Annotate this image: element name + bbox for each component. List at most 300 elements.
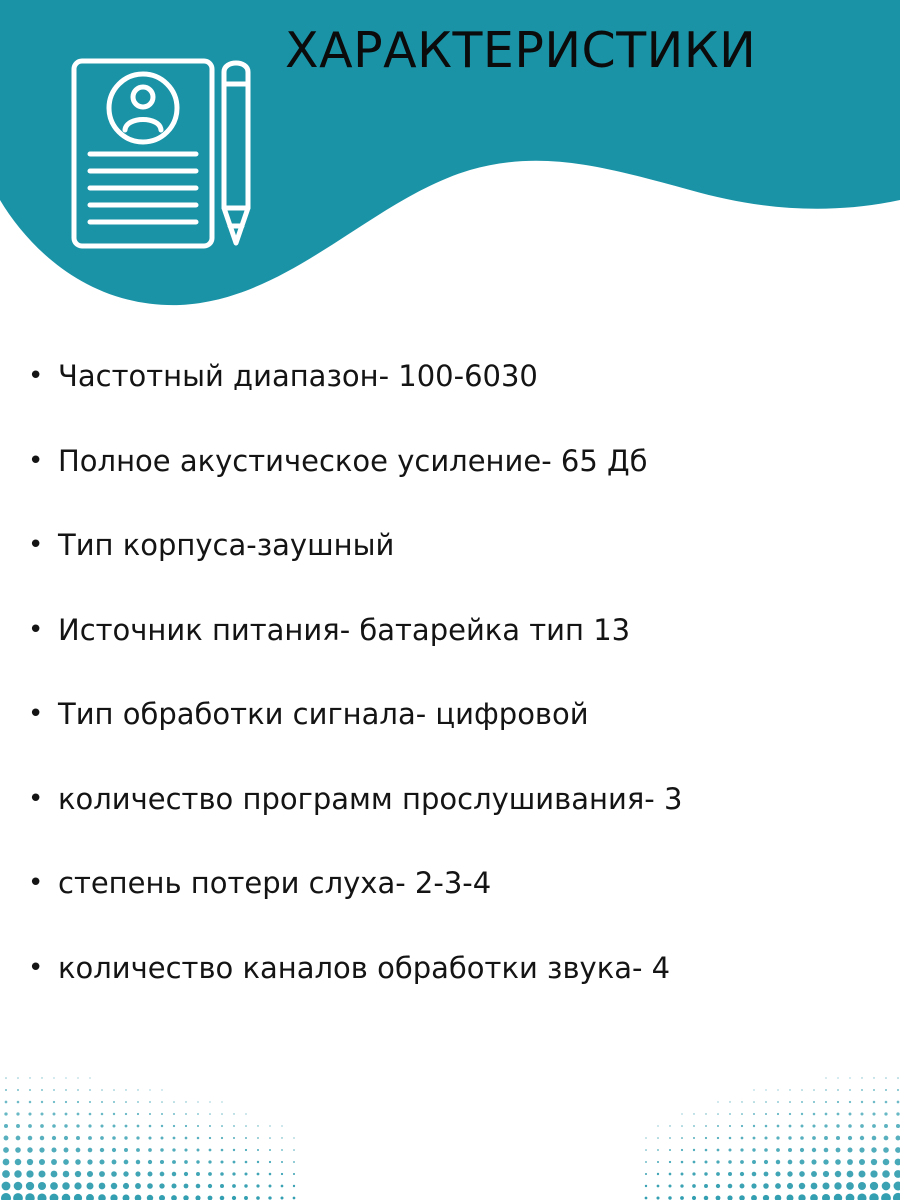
halftone-dot [113,1125,116,1128]
halftone-dot [668,1196,671,1199]
halftone-dot [244,1184,247,1187]
halftone-dot [657,1173,659,1175]
halftone-dot [137,1101,139,1103]
halftone-dot [872,1124,876,1128]
halftone-dot [220,1184,224,1188]
halftone-dot [871,1147,876,1152]
halftone-dot [137,1089,138,1090]
spec-label: Тип корпуса [58,528,247,562]
halftone-dot [728,1172,732,1176]
halftone-dot [716,1184,720,1188]
halftone-dot [885,1101,888,1104]
halftone-dot [837,1113,840,1116]
halftone-dot [704,1196,708,1200]
halftone-dot [859,1171,866,1178]
halftone-dot [741,1125,743,1127]
halftone-dot [173,1137,176,1140]
halftone-dot [281,1149,283,1151]
halftone-dot [269,1125,270,1126]
halftone-dot [76,1124,79,1127]
halftone-dot [149,1101,151,1103]
halftone-dot [62,1194,71,1200]
halftone-dot [717,1113,719,1115]
halftone-dot [799,1183,805,1189]
halftone-dot [124,1160,129,1165]
halftone-dot [668,1184,671,1187]
halftone-dot [195,1195,200,1200]
halftone-dot [789,1125,792,1128]
halftone-dot [232,1184,236,1188]
halftone-dot [161,1113,163,1115]
halftone-dot [645,1161,647,1163]
halftone-dot [896,1136,900,1141]
halftone-dot [196,1184,201,1189]
halftone-dot [812,1148,816,1152]
halftone-dot [245,1149,247,1151]
halftone-dot [765,1101,767,1103]
halftone-dot [41,1101,43,1103]
halftone-dot [233,1137,235,1139]
halftone-dot [836,1148,841,1153]
halftone-dot [172,1148,175,1151]
halftone-dot [837,1089,839,1091]
halftone-dot [692,1172,695,1175]
halftone-dot [693,1161,696,1164]
halftone-dot [884,1112,887,1115]
halftone-dot [185,1101,186,1102]
halftone-dot [101,1101,103,1103]
halftone-dot [704,1172,707,1175]
halftone-dot [245,1137,247,1139]
halftone-dot [740,1148,743,1151]
halftone-dot [693,1137,695,1139]
halftone-dot [13,1193,23,1200]
halftone-dot [764,1136,767,1139]
halftone-dot [810,1194,818,1200]
halftone-dot [123,1195,130,1200]
halftone-dot [824,1148,829,1153]
halftone-dot [87,1171,93,1177]
halftone-dot [233,1125,235,1127]
halftone-dot [861,1101,863,1103]
halftone-dot [752,1172,757,1177]
halftone-dot [185,1137,188,1140]
pencil-icon [224,63,248,243]
halftone-dot [753,1101,755,1103]
halftone-dot [848,1136,852,1140]
halftone-dot [172,1172,176,1176]
halftone-dot [244,1196,248,1200]
halftone-dot [53,1089,55,1091]
halftone-dot [17,1077,19,1079]
halftone-dot [871,1159,877,1165]
halftone-dot [161,1125,163,1127]
halftone-dot [99,1183,106,1190]
halftone-dot [801,1089,803,1091]
halftone-dot [764,1160,768,1164]
halftone-dot [846,1182,854,1190]
halftone-dot [281,1161,283,1163]
halftone-dot [269,1173,272,1176]
halftone-dot [872,1112,875,1115]
halftone-dot [5,1101,8,1104]
halftone-dot [3,1147,9,1153]
halftone-dot [233,1113,234,1114]
halftone-dot [76,1148,81,1153]
halftone-dot [885,1077,887,1079]
halftone-dot [171,1183,176,1188]
halftone-dot [14,1182,23,1191]
halftone-dot [77,1113,80,1116]
halftone-dot [873,1101,876,1104]
halftone-dot [197,1149,200,1152]
halftone-dot [123,1171,128,1176]
halftone-dot [256,1184,259,1187]
halftone-dot [824,1124,827,1127]
halftone-dot [39,1159,45,1165]
spec-value: - 4 [631,950,671,985]
halftone-dot [705,1137,707,1139]
halftone-dot [233,1149,235,1151]
halftone-dot [100,1124,103,1127]
halftone-dot [173,1125,175,1127]
halftone-dot [645,1185,647,1187]
halftone-dot [837,1077,838,1078]
halftone-dot [41,1077,42,1078]
halftone-dot [64,1124,67,1127]
halftone-dot [858,1182,866,1190]
spec-label: Частотный диапазон [58,359,379,393]
halftone-dot [705,1161,708,1164]
halftone-dot [751,1183,756,1188]
halftone-dot [112,1136,116,1140]
halftone-dot [753,1089,754,1090]
halftone-dot [136,1136,139,1139]
halftone-dot [822,1182,829,1189]
spec-value: - 3 [644,781,683,816]
halftone-dot [29,1077,30,1078]
halftone-dot [293,1173,295,1175]
halftone-dot [895,1147,900,1153]
halftone-dot [693,1149,695,1151]
halftone-dot [873,1089,875,1091]
halftone-dot [729,1149,732,1152]
resume-document-with-pencil-icon [60,50,270,265]
halftone-dot [74,1182,81,1189]
halftone-dot [149,1125,152,1128]
halftone-dot [775,1195,782,1200]
halftone-dot [99,1159,104,1164]
halftone-dot [88,1136,92,1140]
halftone-dot [161,1137,164,1140]
halftone-dot [29,1089,31,1091]
halftone-dot [208,1172,212,1176]
halftone-dot [717,1137,719,1139]
spec-label: Тип обработки сигнала [58,697,416,731]
halftone-dot [764,1172,769,1177]
halftone-dot [28,1112,31,1115]
halftone-dot [293,1185,295,1187]
halftone-dot [208,1160,211,1163]
halftone-dot [894,1170,900,1178]
halftone-dot [860,1136,864,1140]
halftone-dot [752,1160,756,1164]
halftone-dot [693,1113,694,1114]
halftone-dot [136,1160,140,1164]
halftone-dot [812,1124,815,1127]
halftone-dot [51,1171,58,1178]
halftone-dot [873,1077,874,1078]
halftone-dot [884,1136,889,1141]
halftone-dot [680,1184,683,1187]
halftone-dot [245,1113,246,1114]
halftone-dot [137,1113,139,1115]
spec-value: - цифровой [415,697,589,731]
halftone-dot [209,1113,211,1115]
spec-value: -заушный [246,528,395,562]
halftone-dot [269,1161,271,1163]
page-title: ХАРАКТЕРИСТИКИ [285,22,757,79]
halftone-dot [717,1101,718,1102]
halftone-dot [849,1113,852,1116]
halftone-dot [197,1101,198,1102]
halftone-dot [849,1089,851,1091]
halftone-dot [669,1137,671,1139]
halftone-dot [869,1193,878,1200]
halftone-dot [148,1148,152,1152]
halftone-dot [657,1161,659,1163]
halftone-dot [160,1160,164,1164]
halftone-dot [669,1149,671,1151]
halftone-dot [777,1125,780,1128]
halftone-dot [124,1136,127,1139]
halftone-dot [861,1113,864,1116]
halftone-dot [15,1159,22,1166]
halftone-dot [53,1113,56,1116]
halftone-dot [763,1195,769,1200]
halftone-dot [893,1193,900,1200]
halftone-dot [136,1148,140,1152]
halftone-dot [77,1101,79,1103]
spec-label: количество каналов обработки звука [58,950,632,985]
bullet: • [28,699,44,729]
halftone-dot [16,1112,19,1115]
halftone-dot [752,1148,755,1151]
halftone-dot [184,1172,188,1176]
halftone-dot [197,1137,200,1140]
halftone-dot [740,1172,744,1176]
halftone-dot [197,1113,199,1115]
halftone-dot [800,1148,804,1152]
halftone-dot [861,1089,863,1091]
spec-value: - 100-6030 [378,359,538,393]
halftone-dot [753,1137,756,1140]
halftone-dot [110,1194,117,1200]
halftone-dot [813,1113,816,1116]
halftone-dot [775,1183,781,1189]
halftone-dot [883,1147,889,1153]
halftone-dot [645,1137,646,1138]
halftone-dot [894,1182,900,1191]
halftone-dot [17,1089,19,1091]
halftone-dot [811,1171,817,1177]
halftone-dot [777,1113,779,1115]
halftone-dot [184,1148,187,1151]
halftone-dot [221,1101,222,1102]
halftone-dot [101,1113,104,1116]
halftone-dot [26,1182,34,1190]
halftone-dot [681,1149,683,1151]
halftone-dot [51,1159,57,1165]
halftone-dot [111,1171,117,1177]
halftone-dot [881,1193,891,1200]
halftone-dot [15,1147,21,1153]
spec-label: степень потери слуха [58,866,396,900]
halftone-dot [135,1195,142,1200]
halftone-dot [245,1161,248,1164]
halftone-dot [173,1113,175,1115]
halftone-dot [38,1170,45,1177]
halftone-dot [76,1136,80,1140]
bullet: • [28,952,44,983]
halftone-dot [729,1113,731,1115]
halftone-dot [4,1112,7,1115]
halftone-dot [89,1113,92,1116]
halftone-dot [849,1101,851,1103]
halftone-dot [896,1124,900,1128]
halftone-dot [52,1124,56,1128]
halftone-dot [17,1101,20,1104]
halftone-dot [40,1124,44,1128]
halftone-dot [137,1125,140,1128]
halftone-dot [801,1101,803,1103]
halftone-dot [799,1171,805,1177]
halftone-dot [159,1195,165,1200]
halftone-dot [293,1161,295,1163]
halftone-dot [849,1077,850,1078]
halftone-dot [64,1148,69,1153]
halftone-dot [692,1184,696,1188]
halftone-dot [161,1089,162,1090]
halftone-dot [28,1124,32,1128]
halftone-dot [859,1159,865,1165]
halftone-dot [848,1124,852,1128]
halftone-dot [256,1196,260,1200]
halftone-dot [26,1170,33,1177]
halftone-dot [257,1173,260,1176]
halftone-dot [29,1101,32,1104]
halftone-dot [5,1089,7,1091]
halftone-dot [38,1182,46,1190]
halftone-dot [825,1101,827,1103]
halftone-dot [692,1196,696,1200]
halftone-dot [834,1194,842,1200]
halftone-dot [835,1171,841,1177]
halftone-dot [776,1136,779,1139]
halftone-dot [220,1172,224,1176]
halftone-dot [268,1196,271,1199]
halftone-dot [835,1159,841,1165]
halftone-dot [753,1125,755,1127]
halftone-dot [50,1182,58,1190]
halftone-dot [882,1182,891,1191]
halftone-dot [883,1159,890,1166]
halftone-dot [728,1160,731,1163]
halftone-dot [897,1089,899,1091]
halftone-dot [884,1124,888,1128]
halftone-dot [184,1160,188,1164]
halftone-dot [53,1077,54,1078]
halftone-dot [800,1136,804,1140]
halftone-dot [88,1148,93,1153]
halftone-dot [149,1113,151,1115]
halftone-dot [257,1137,259,1139]
halftone-dot [860,1124,864,1128]
halftone-dot [822,1194,830,1200]
halftone-dot [41,1089,43,1091]
halftone-dot [147,1183,153,1189]
halftone-dot [74,1194,82,1200]
spec-label: количество программ прослушивания [58,781,645,816]
halftone-dot [135,1183,141,1189]
halftone-dot [161,1101,163,1103]
halftone-dot [740,1160,744,1164]
spec-value: - батарейка тип 13 [339,612,631,647]
halftone-dot [125,1089,126,1090]
halftone-dot [775,1171,780,1176]
halftone-dot [787,1195,794,1200]
halftone-dot [89,1089,91,1091]
halftone-dot [680,1196,684,1200]
spec-item-power [28,604,682,689]
halftone-dot [751,1195,757,1200]
halftone-dot [171,1195,177,1200]
halftone-dot [681,1137,683,1139]
halftone-dot [836,1124,839,1127]
halftone-dot [765,1089,766,1090]
halftone-dot [208,1196,213,1200]
halftone-dot [896,1112,899,1115]
halftone-dot [717,1125,719,1127]
halftone-dot [4,1124,8,1128]
halftone-dot [811,1159,816,1164]
halftone-dot [763,1183,769,1189]
halftone-dot [825,1089,827,1091]
halftone-dot [221,1125,223,1127]
halftone-dot [14,1170,22,1178]
halftone-dot [669,1125,670,1126]
halftone-dot [209,1125,211,1127]
halftone-dot [281,1185,284,1188]
halftone-dot [75,1159,81,1165]
halftone-dot [257,1149,259,1151]
halftone-dot [197,1125,199,1127]
halftone-dot [2,1170,10,1178]
halftone-dot [147,1195,153,1200]
halftone-dot [729,1125,731,1127]
halftone-dot [37,1193,46,1200]
halftone-dot [823,1171,829,1177]
spec-list [28,350,682,1026]
halftone-dot [75,1171,81,1177]
halftone-dot [87,1183,94,1190]
halftone-dot [753,1113,755,1115]
halftone-dot [788,1160,793,1165]
halftone-dot [837,1101,839,1103]
halftone-dot [16,1136,21,1141]
halftone-dot [825,1077,826,1078]
halftone-dot [765,1125,768,1128]
